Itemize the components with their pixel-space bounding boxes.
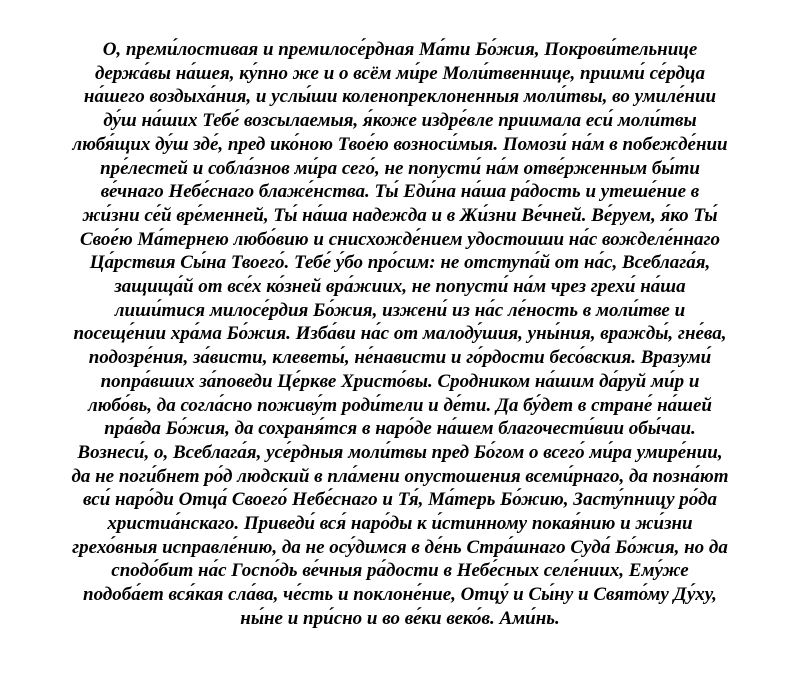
prayer-line: да не поги́бнет ро́д людский в пла́мени опустошения всеми́рнаго, да позна́ют [71, 465, 729, 487]
prayer-line: подозре́ния, за́висти, клеветы́, не́нависти и го́рдости бесо́вския. Вразуми́ [88, 347, 712, 369]
prayer-line: попра́вших за́поведи Це́ркве Христо́вы. Сродником на́шим да́руй ми́р и [100, 370, 700, 392]
prayer-line: грехо́вныя исправле́нию, да не осу́димся в де́нь Стра́шнаго Суда́ Бо́жия, но да [72, 536, 728, 558]
prayer-line: вси́ наро́ди Отца́ Своего́ Небе́снаго и Тя́, Ма́терь Бо́жию, Засту́пницу ро́да [83, 489, 717, 511]
prayer-line: любя́щих ду́ш зде́, пред ико́ною Твое́ю возноси́мыя. Помози́ на́м в побежде́нии [72, 133, 728, 155]
prayer-line: жи́зни се́й вре́менней, Ты́ на́ша надежда и в Жи́зни Ве́чней. Ве́руем, я́ко Ты́ [82, 204, 718, 226]
prayer-line: сподо́бит на́с Госпо́дь ве́чныя ра́дости в Небе́сных селе́ниих, Ему́же [111, 560, 689, 582]
prayer-line: посеще́нии хра́ма Бо́жия. Изба́ви на́с от малоду́шия, уны́ния, вражды́, гне́ва, [73, 323, 727, 345]
prayer-line: О, преми́лостивая и премилосе́рдная Ма́ти Бо́жия, Покрови́тельнице [102, 39, 698, 60]
prayer-text [20, 38, 780, 631]
prayer-line: христиа́нскаго. Приведи́ вся́ наро́ды к и́стинному покая́нию и жи́зни [107, 513, 693, 535]
prayer-line: пра́вда Бо́жия, да сохраня́тся в наро́де на́шем благочести́вии обы́чаи. [104, 418, 696, 440]
prayer-line: ве́чнаго Небе́снаго блаже́нства. Ты́ Еди́на на́ша ра́дость и утеше́ние в [100, 181, 700, 203]
prayer-line: на́шего воздыха́ния, и услы́ши коленопреклоненныя моли́твы, во умиле́нии [83, 86, 717, 108]
prayer-line: подоба́ет вся́кая сла́ва, че́сть и поклоне́ние, Отцу́ и Сы́ну и Свято́му Ду́ху, [83, 584, 717, 606]
prayer-line: Ца́рствия Сы́на Твоего́. Тебе́ у́бо про́сим: не отступа́й от на́с, Всеблага́я, [89, 252, 711, 274]
prayer-line: пре́лестей и собла́знов ми́ра сего́, не попусти́ на́м отве́рженным бы́ти [100, 157, 700, 179]
prayer-line: любо́вь, да согла́сно поживу́т роди́тели и де́ти. Да бу́дет в стране́ на́шей [88, 394, 712, 416]
prayer-line: держа́вы на́шея, ку́пно же и о всём ми́ре Моли́твеннице, приими́ се́рдца [95, 62, 705, 84]
prayer-line: ны́не и при́сно и во ве́ки веко́в. Ами́нь. [240, 607, 560, 629]
prayer-line: ду́ш на́ших Тебе́ возсылаемыя, я́коже издре́вле приимала еси́ моли́твы [103, 110, 697, 132]
prayer-line: лиши́тися милосе́рдия Бо́жия, изжени́ из на́с ле́ность в моли́тве и [114, 299, 686, 321]
prayer-line: защища́й от все́х ко́зней вра́жиих, не попусти́ на́м чрез грехи́ на́ша [114, 276, 686, 298]
prayer-line: Свое́ю Ма́тернею любо́вию и снисхожде́нием удостоиши на́с вожделе́ннаго [79, 228, 721, 250]
prayer-line: Вознеси́, о, Всеблага́я, усе́рдныя моли́твы пред Бо́гом о всего́ ми́ра умире́нии, [77, 441, 723, 463]
